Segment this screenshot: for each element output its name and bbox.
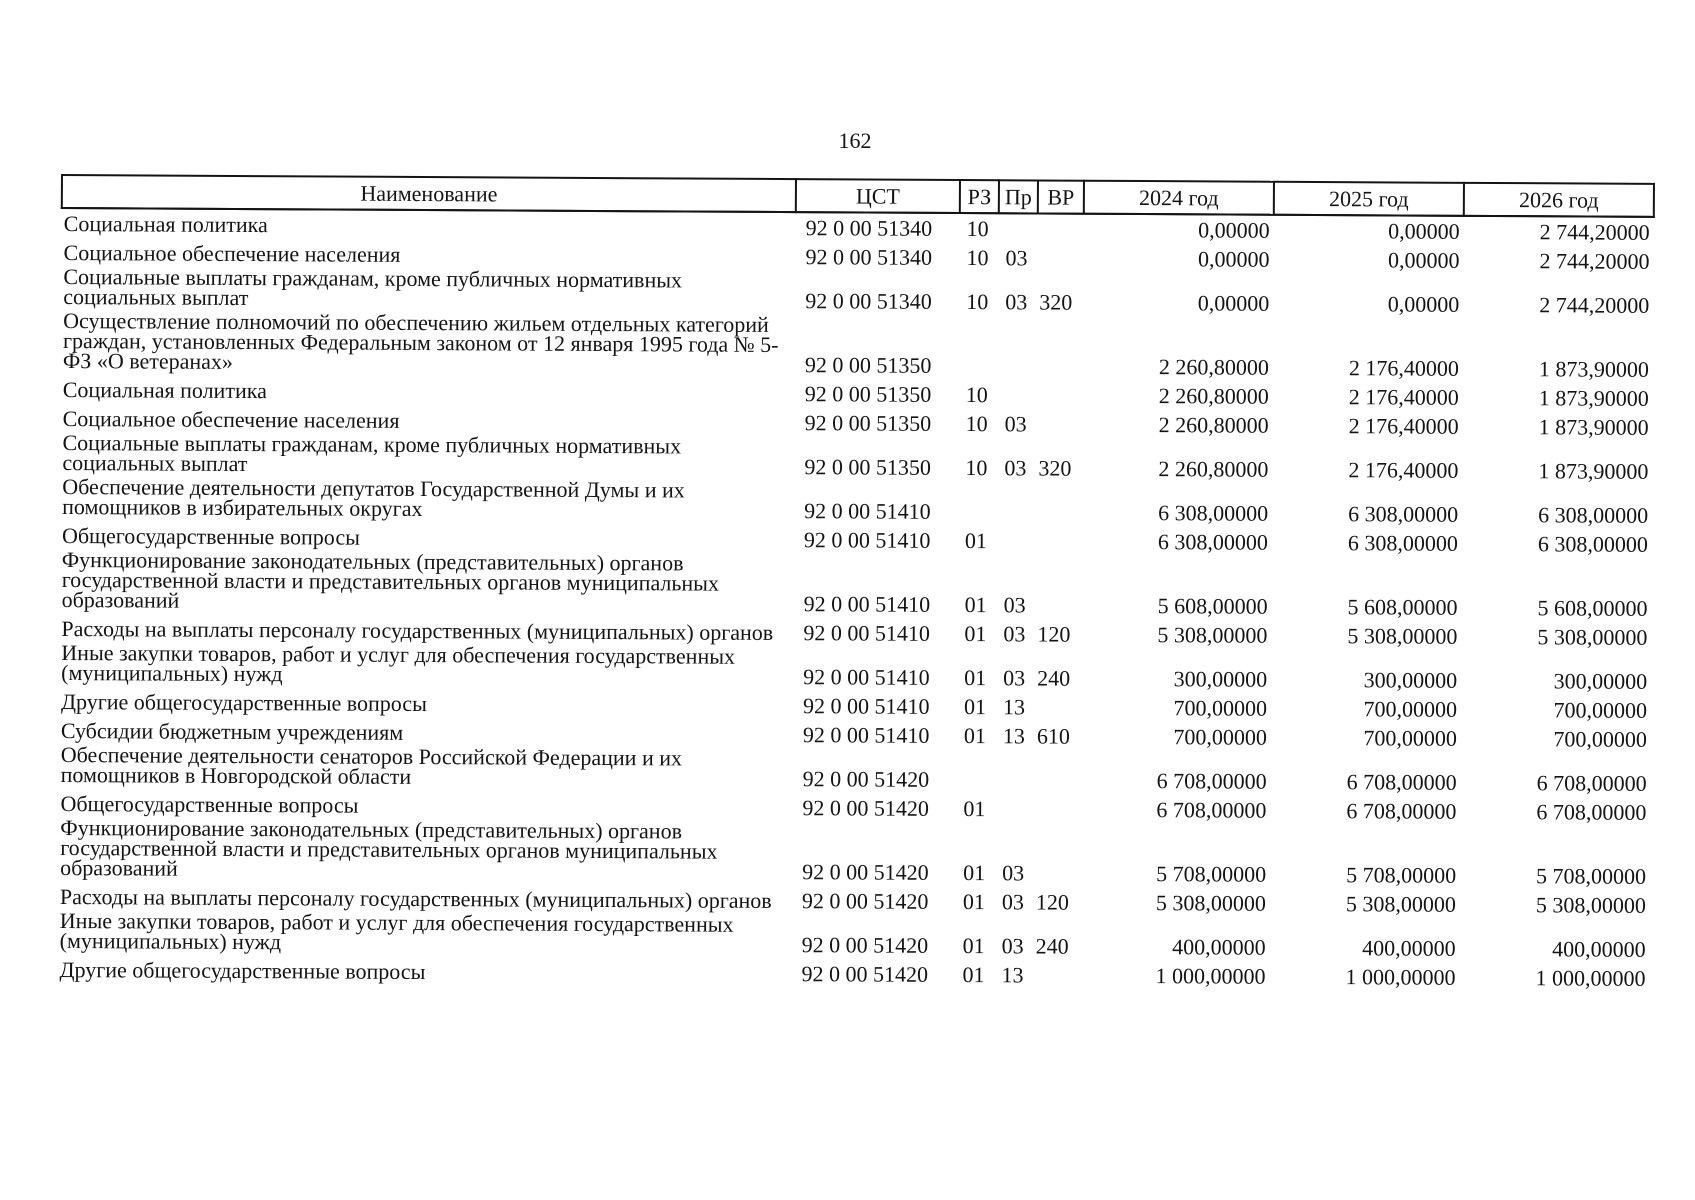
- row-amount-2024: 0,00000: [1197, 290, 1270, 316]
- row-vr-code: [1034, 793, 1080, 822]
- row-pr-code: [997, 481, 1036, 525]
- row-rz-code: [959, 315, 998, 379]
- row-vr-code: [1035, 691, 1081, 720]
- row-pr-code: 03: [1001, 933, 1024, 959]
- row-amount-2025: 5 708,00000: [1346, 862, 1457, 888]
- row-amount-2026: 2 744,20000: [1539, 292, 1650, 318]
- row-name: Расходы на выплаты персоналу государственных (муниципальных) органов: [59, 884, 772, 913]
- row-amount-2024: 300,00000: [1173, 666, 1268, 692]
- row-cst-code: 92 0 00 51340: [805, 215, 933, 241]
- row-amount-2026: 2 744,20000: [1539, 219, 1650, 245]
- row-pr-code: 03: [1004, 455, 1027, 481]
- page-number: 162: [838, 128, 872, 153]
- row-amount-2025: 300,00000: [1363, 667, 1458, 693]
- budget-table: [56, 174, 1654, 992]
- row-name: Социальная политика: [63, 211, 268, 238]
- header-pr: Пр: [999, 180, 1038, 213]
- row-vr-code: [1038, 213, 1084, 242]
- row-amount-2024: 700,00000: [1173, 695, 1268, 721]
- row-cst-code: 92 0 00 51410: [804, 498, 931, 524]
- row-rz-code: 01: [962, 962, 985, 988]
- row-amount-2025: 6 708,00000: [1346, 798, 1457, 824]
- row-amount-2025: 2 176,40000: [1348, 355, 1460, 381]
- row-amount-2025: 0,00000: [1387, 247, 1460, 273]
- row-amount-2025: 6 308,00000: [1347, 530, 1459, 556]
- row-pr-code: 13: [1001, 962, 1024, 988]
- row-name: Функционирование законодательных (представительных) органов государственной власти и представительных органов муниципальных образований: [60, 815, 718, 881]
- row-amount-2025: 2 176,40000: [1348, 384, 1459, 410]
- row-cst-code: 92 0 00 51420: [802, 859, 929, 885]
- row-vr-code: [1037, 315, 1083, 379]
- row-amount-2026: 400,00000: [1552, 936, 1646, 962]
- row-amount-2024: 6 308,00000: [1157, 529, 1269, 555]
- row-amount-2026: 1 873,90000: [1538, 458, 1649, 484]
- row-amount-2026: 5 708,00000: [1536, 863, 1647, 889]
- row-amount-2026: 5 308,00000: [1537, 624, 1648, 650]
- row-cst-code: 92 0 00 51350: [804, 352, 932, 378]
- row-rz-code: 10: [965, 382, 988, 408]
- header-2024: 2024 год: [1084, 181, 1274, 215]
- row-rz-code: 01: [963, 860, 986, 886]
- row-amount-2024: 2 260,80000: [1158, 456, 1269, 482]
- row-cst-code: 92 0 00 51410: [803, 664, 930, 690]
- row-amount-2026: 6 708,00000: [1536, 770, 1647, 796]
- row-amount-2025: 1 000,00000: [1345, 964, 1456, 990]
- row-amount-2026: 1 000,00000: [1535, 965, 1646, 991]
- row-pr-code: 13: [1002, 723, 1025, 749]
- row-pr-code: 03: [1003, 665, 1026, 691]
- row-pr-code: [996, 749, 1035, 793]
- header-cst: ЦСТ: [796, 179, 960, 213]
- row-pr-code: 03: [1005, 289, 1028, 315]
- row-vr-code: [1035, 749, 1081, 793]
- row-amount-2026: 1 873,90000: [1538, 414, 1649, 440]
- row-vr-code: [1036, 554, 1082, 618]
- row-rz-code: 01: [963, 694, 987, 720]
- row-cst-code: 92 0 00 51420: [802, 795, 930, 821]
- row-amount-2024: 6 708,00000: [1156, 797, 1267, 823]
- row-amount-2025: 6 308,00000: [1348, 501, 1459, 527]
- row-vr-code: 240: [1035, 933, 1069, 959]
- row-amount-2025: 2 176,40000: [1348, 413, 1459, 439]
- row-pr-code: [997, 525, 1036, 554]
- row-name: Обеспечение деятельности депутатов Государственной Думы и их помощников в избирательных округах: [62, 474, 685, 522]
- row-amount-2024: 2 260,80000: [1158, 383, 1269, 409]
- row-rz-code: 10: [966, 289, 989, 315]
- row-amount-2026: 700,00000: [1553, 726, 1647, 752]
- row-vr-code: [1034, 822, 1080, 886]
- row-cst-code: 92 0 00 51350: [804, 381, 932, 407]
- row-rz-code: 01: [964, 528, 988, 554]
- row-cst-code: 92 0 00 51420: [802, 766, 930, 792]
- row-name: Общегосударственные вопросы: [60, 791, 359, 818]
- row-amount-2025: 5 308,00000: [1347, 623, 1458, 649]
- row-name: Иные закупки товаров, работ и услуг для обеспечения государственных (муниципальных) нужд: [61, 640, 736, 687]
- row-amount-2026: 700,00000: [1553, 697, 1648, 723]
- row-pr-code: 03: [1004, 411, 1027, 437]
- row-cst-code: 92 0 00 51340: [805, 288, 932, 314]
- row-rz-code: 10: [965, 455, 988, 481]
- row-cst-code: 92 0 00 51410: [803, 527, 931, 553]
- row-amount-2026: 6 308,00000: [1538, 502, 1649, 528]
- header-2025: 2025 год: [1274, 182, 1464, 216]
- row-vr-code: [1037, 242, 1083, 271]
- row-cst-code: 92 0 00 51410: [803, 591, 931, 617]
- row-name: Социальное обеспечение населения: [63, 240, 401, 267]
- row-amount-2025: 5 308,00000: [1345, 891, 1457, 917]
- row-rz-code: [958, 481, 997, 525]
- row-pr-code: 13: [1002, 694, 1026, 720]
- header-2026: 2026 год: [1464, 183, 1654, 217]
- row-name: Другие общегосударственные вопросы: [59, 957, 426, 985]
- row-rz-code: 10: [966, 216, 989, 242]
- row-amount-2025: 700,00000: [1363, 696, 1458, 722]
- row-pr-code: 03: [1002, 860, 1025, 886]
- row-amount-2026: 2 744,20000: [1539, 248, 1650, 274]
- row-amount-2024: 0,00000: [1197, 246, 1270, 272]
- row-cst-code: 92 0 00 51420: [801, 961, 929, 987]
- row-name: Иные закупки товаров, работ и услуг для обеспечения государственных (муниципальных) нужд: [59, 908, 734, 955]
- row-pr-code: [999, 213, 1038, 242]
- row-amount-2024: 400,00000: [1172, 934, 1266, 960]
- row-amount-2024: 5 708,00000: [1156, 861, 1267, 887]
- row-amount-2026: 6 708,00000: [1536, 799, 1647, 825]
- row-cst-code: 92 0 00 51350: [804, 454, 931, 480]
- row-amount-2025: 5 608,00000: [1347, 594, 1458, 620]
- row-amount-2024: 1 000,00000: [1155, 963, 1266, 989]
- row-vr-code: 320: [1038, 455, 1072, 481]
- row-pr-code: [998, 315, 1037, 379]
- row-pr-code: 03: [1005, 245, 1028, 271]
- row-amount-2025: 0,00000: [1387, 291, 1460, 317]
- row-vr-code: 120: [1037, 621, 1071, 647]
- table-row: [61, 310, 1653, 383]
- row-vr-code: 610: [1036, 723, 1070, 749]
- row-rz-code: 01: [964, 665, 987, 691]
- row-amount-2024: 5 308,00000: [1157, 622, 1268, 648]
- row-name: Общегосударственные вопросы: [61, 523, 361, 550]
- row-name: Осуществление полномочий по обеспечению жильем отдельных категорий граждан, установленных Федеральным законом от 12 января 1995 года № 5-ФЗ «О ветеранах»: [62, 308, 779, 374]
- row-rz-code: 10: [965, 411, 988, 437]
- row-pr-code: 03: [1001, 889, 1025, 915]
- row-amount-2024: 2 260,80000: [1158, 412, 1269, 438]
- row-vr-code: [1033, 959, 1079, 988]
- row-amount-2024: 6 708,00000: [1156, 768, 1267, 794]
- row-name: Социальное обеспечение населения: [62, 406, 400, 433]
- table-body: [57, 208, 1653, 992]
- table-row: [60, 549, 1652, 622]
- row-rz-code: 10: [966, 245, 989, 271]
- row-amount-2024: 2 260,80000: [1158, 354, 1270, 380]
- row-amount-2026: 1 873,90000: [1538, 385, 1649, 411]
- row-vr-code: 320: [1039, 289, 1073, 315]
- row-amount-2025: 0,00000: [1388, 218, 1460, 244]
- row-amount-2025: 6 708,00000: [1346, 769, 1457, 795]
- row-cst-code: 92 0 00 51420: [801, 888, 929, 914]
- row-amount-2025: 700,00000: [1363, 725, 1457, 751]
- row-rz-code: 01: [964, 621, 987, 647]
- row-cst-code: 92 0 00 51420: [801, 932, 929, 958]
- row-amount-2024: 0,00000: [1198, 217, 1270, 243]
- row-name: Обеспечение деятельности сенаторов Российской Федерации и их помощников в Новгородской области: [60, 742, 683, 789]
- row-name: Социальные выплаты гражданам, кроме публичных нормативных социальных выплат: [63, 264, 683, 311]
- row-vr-code: 240: [1037, 665, 1071, 691]
- row-amount-2025: 2 176,40000: [1348, 457, 1459, 483]
- row-name: Расходы на выплаты персоналу государственных (муниципальных) органов: [61, 616, 774, 645]
- row-name: Субсидии бюджетным учреждениям: [60, 718, 404, 745]
- row-amount-2024: 6 308,00000: [1158, 500, 1269, 526]
- row-pr-code: 03: [1003, 621, 1026, 647]
- budget-table-sheet: [56, 174, 1652, 992]
- row-name: Социальная политика: [62, 377, 267, 404]
- row-rz-code: 01: [963, 723, 986, 749]
- row-vr-code: [1036, 525, 1082, 554]
- row-cst-code: 92 0 00 51340: [805, 244, 933, 270]
- row-cst-code: 92 0 00 51410: [802, 722, 930, 748]
- header-name: Наименование: [62, 175, 796, 212]
- table-row: [58, 817, 1650, 890]
- row-cst-code: 92 0 00 51350: [804, 410, 932, 436]
- row-rz-code: 01: [962, 889, 986, 915]
- row-rz-code: [957, 749, 996, 793]
- row-pr-code: [998, 379, 1037, 408]
- row-vr-code: [1036, 481, 1082, 525]
- row-vr-code: 120: [1035, 889, 1070, 915]
- row-amount-2026: 6 308,00000: [1537, 531, 1649, 557]
- row-amount-2026: 5 308,00000: [1535, 892, 1647, 918]
- header-vr: ВР: [1038, 180, 1084, 213]
- row-amount-2024: 5 608,00000: [1157, 593, 1268, 619]
- row-amount-2026: 1 873,90000: [1538, 356, 1650, 382]
- row-cst-code: 92 0 00 51410: [803, 620, 931, 646]
- row-vr-code: [1037, 379, 1083, 408]
- row-name: Другие общегосударственные вопросы: [60, 689, 427, 717]
- header-rz: РЗ: [960, 180, 999, 213]
- row-name: Социальные выплаты гражданам, кроме публичных нормативных социальных выплат: [62, 430, 682, 477]
- row-amount-2024: 700,00000: [1173, 724, 1267, 750]
- row-vr-code: [1037, 408, 1083, 437]
- row-amount-2024: 5 308,00000: [1155, 890, 1267, 916]
- row-amount-2026: 300,00000: [1553, 668, 1648, 694]
- row-rz-code: 01: [963, 796, 986, 822]
- row-pr-code: [995, 793, 1034, 822]
- row-pr-code: 03: [1003, 592, 1026, 618]
- row-amount-2026: 5 608,00000: [1537, 595, 1648, 621]
- row-rz-code: 01: [964, 592, 987, 618]
- row-name: Функционирование законодательных (представительных) органов государственной власти и представительных органов муниципальных образований: [61, 547, 720, 613]
- row-rz-code: 01: [962, 933, 985, 959]
- row-amount-2025: 400,00000: [1362, 935, 1456, 961]
- row-cst-code: 92 0 00 51410: [802, 693, 930, 719]
